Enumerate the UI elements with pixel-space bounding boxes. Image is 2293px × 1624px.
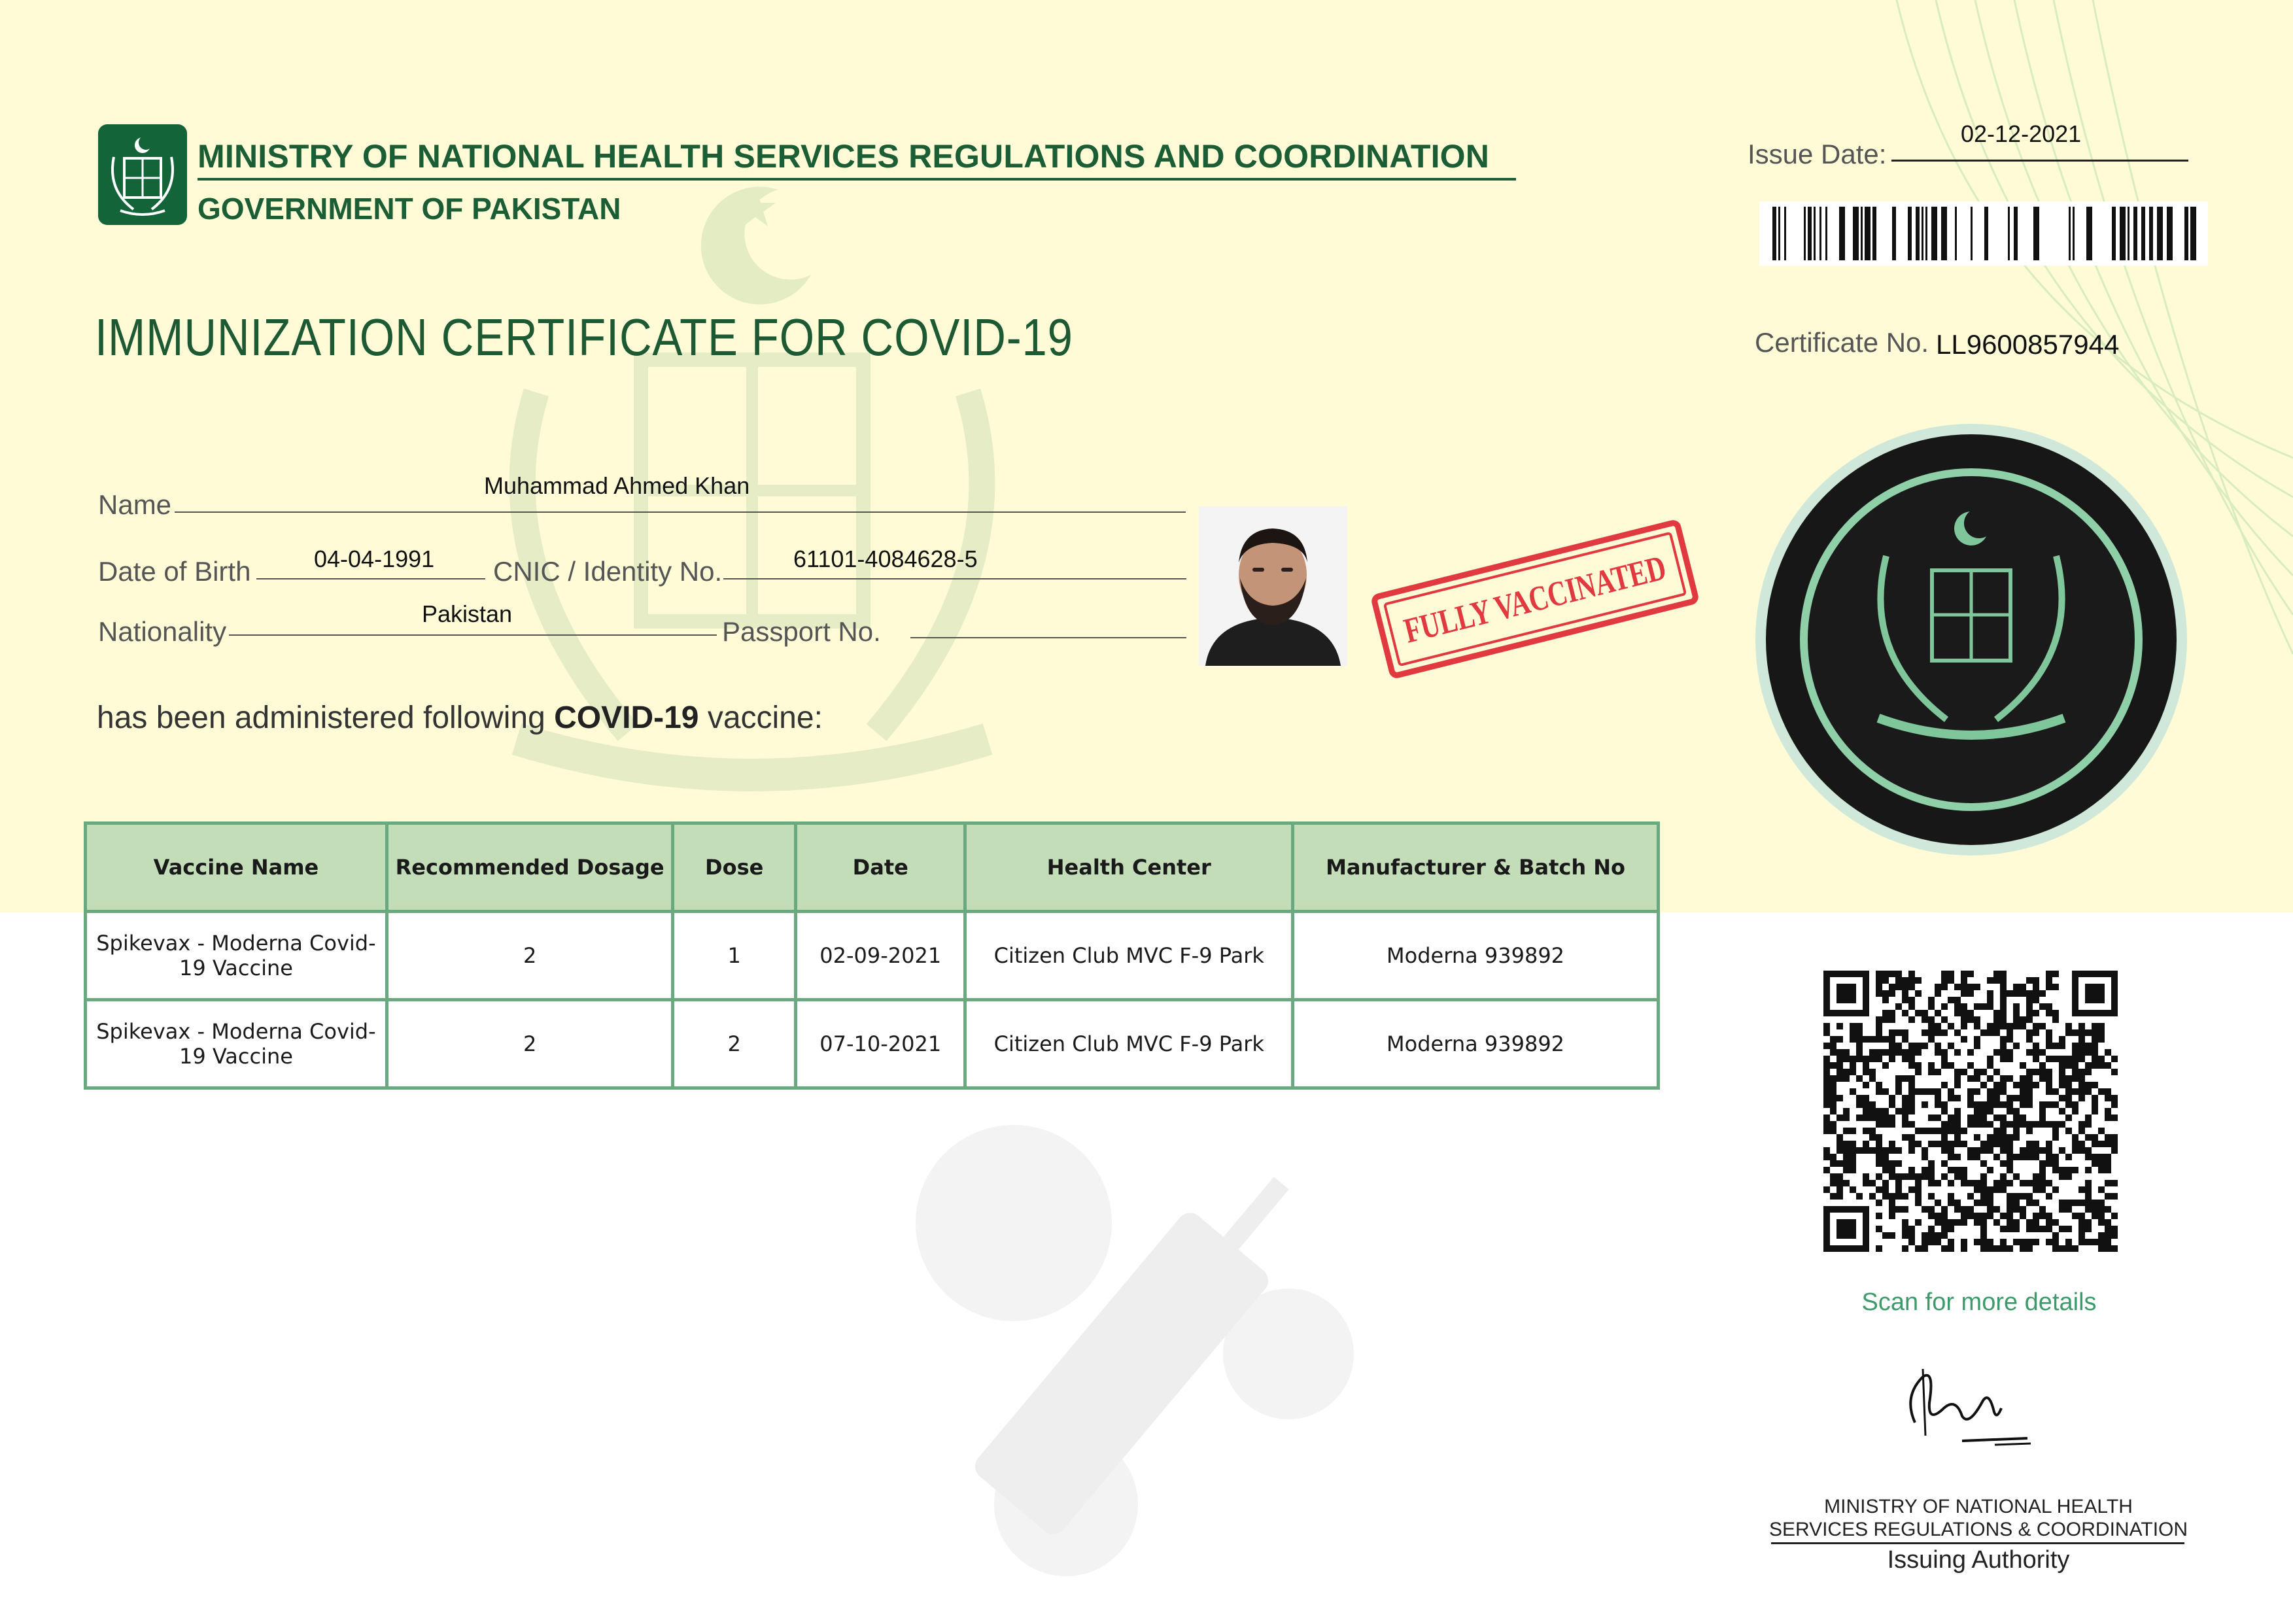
- issue-date-rule: [1891, 160, 2188, 162]
- col-header-health-center: Health Center: [965, 823, 1293, 912]
- cell-date: 02-09-2021: [796, 912, 965, 1000]
- cnic-rule: [723, 578, 1186, 579]
- holder-photo: [1199, 506, 1347, 666]
- signature: [1897, 1364, 2047, 1455]
- cell-manufacturer-batch: Moderna 939892: [1293, 1000, 1659, 1088]
- issue-date-value: 02-12-2021: [1961, 120, 2082, 147]
- cell-dose: 1: [673, 912, 796, 1000]
- col-header-manufacturer-batch: Manufacturer & Batch No: [1293, 823, 1659, 912]
- pakistan-emblem-logo: [98, 124, 187, 225]
- col-header-vaccine-name: Vaccine Name: [86, 823, 387, 912]
- cell-dose: 2: [673, 1000, 796, 1088]
- administered-prefix: has been administered following: [97, 700, 555, 735]
- name-value: Muhammad Ahmed Khan: [484, 472, 750, 499]
- qr-caption: Scan for more details: [1861, 1288, 2097, 1316]
- certificate-title: IMMUNIZATION CERTIFICATE FOR COVID-19: [95, 308, 1073, 366]
- name-label: Name: [98, 489, 172, 520]
- cell-vaccine-name: Spikevax - Moderna Covid-19 Vaccine: [86, 912, 387, 1000]
- cnic-label: CNIC / Identity No.: [493, 556, 723, 587]
- issue-date-label: Issue Date:: [1748, 139, 1887, 169]
- government-title: GOVERNMENT OF PAKISTAN: [198, 192, 621, 226]
- dob-label: Date of Birth: [98, 556, 251, 587]
- issuer-line-1: MINISTRY OF NATIONAL HEALTH: [1824, 1496, 2133, 1517]
- issuer-line-2: SERVICES REGULATIONS & COORDINATION: [1768, 1519, 2188, 1540]
- col-header-dose: Dose: [673, 823, 796, 912]
- ministry-underline: [198, 178, 1516, 181]
- certificate-number-label: Certificate No.: [1755, 327, 1929, 358]
- nationality-rule: [229, 634, 717, 636]
- ministry-title: MINISTRY OF NATIONAL HEALTH SERVICES REGULATIONS AND COORDINATION: [198, 138, 1490, 175]
- dob-value: 04-04-1991: [314, 545, 435, 572]
- vaccination-table: [84, 821, 1660, 1090]
- barcode: [1759, 201, 2208, 266]
- qr-code[interactable]: [1823, 971, 2118, 1252]
- issuer-rule: [1771, 1542, 2184, 1544]
- administered-suffix: vaccine:: [698, 700, 823, 735]
- nationality-label: Nationality: [98, 616, 227, 647]
- table-header-row: [86, 823, 1659, 912]
- cell-date: 07-10-2021: [796, 1000, 965, 1088]
- passport-label: Passport No.: [722, 616, 881, 647]
- virus-syringe-watermark: [896, 1112, 1406, 1583]
- dob-rule: [256, 578, 485, 579]
- svg-text:FULLY VACCINATED: FULLY VACCINATED: [1400, 526, 1755, 651]
- col-header-recommended-dosage: Recommended Dosage: [387, 823, 672, 912]
- administered-vaccine: COVID-19: [554, 700, 699, 735]
- nationality-value: Pakistan: [422, 600, 513, 627]
- cell-recommended-dosage: 2: [387, 1000, 672, 1088]
- cell-manufacturer-batch: Moderna 939892: [1293, 912, 1659, 1000]
- cell-recommended-dosage: 2: [387, 912, 672, 1000]
- issuing-authority-label: Issuing Authority: [1887, 1546, 2070, 1574]
- col-header-date: Date: [796, 823, 965, 912]
- certificate-number-value: LL9600857944: [1936, 329, 2120, 360]
- passport-rule: [910, 637, 1186, 638]
- cell-health-center: Citizen Club MVC F-9 Park: [965, 912, 1293, 1000]
- cnic-value: 61101-4084628-5: [793, 545, 978, 572]
- cell-health-center: Citizen Club MVC F-9 Park: [965, 1000, 1293, 1088]
- government-seal: [1750, 419, 2192, 861]
- table-row: [86, 1000, 1659, 1088]
- name-rule: [175, 511, 1186, 513]
- administered-statement: [97, 700, 823, 736]
- cell-vaccine-name: Spikevax - Moderna Covid-19 Vaccine: [86, 1000, 387, 1088]
- table-row: [86, 912, 1659, 1000]
